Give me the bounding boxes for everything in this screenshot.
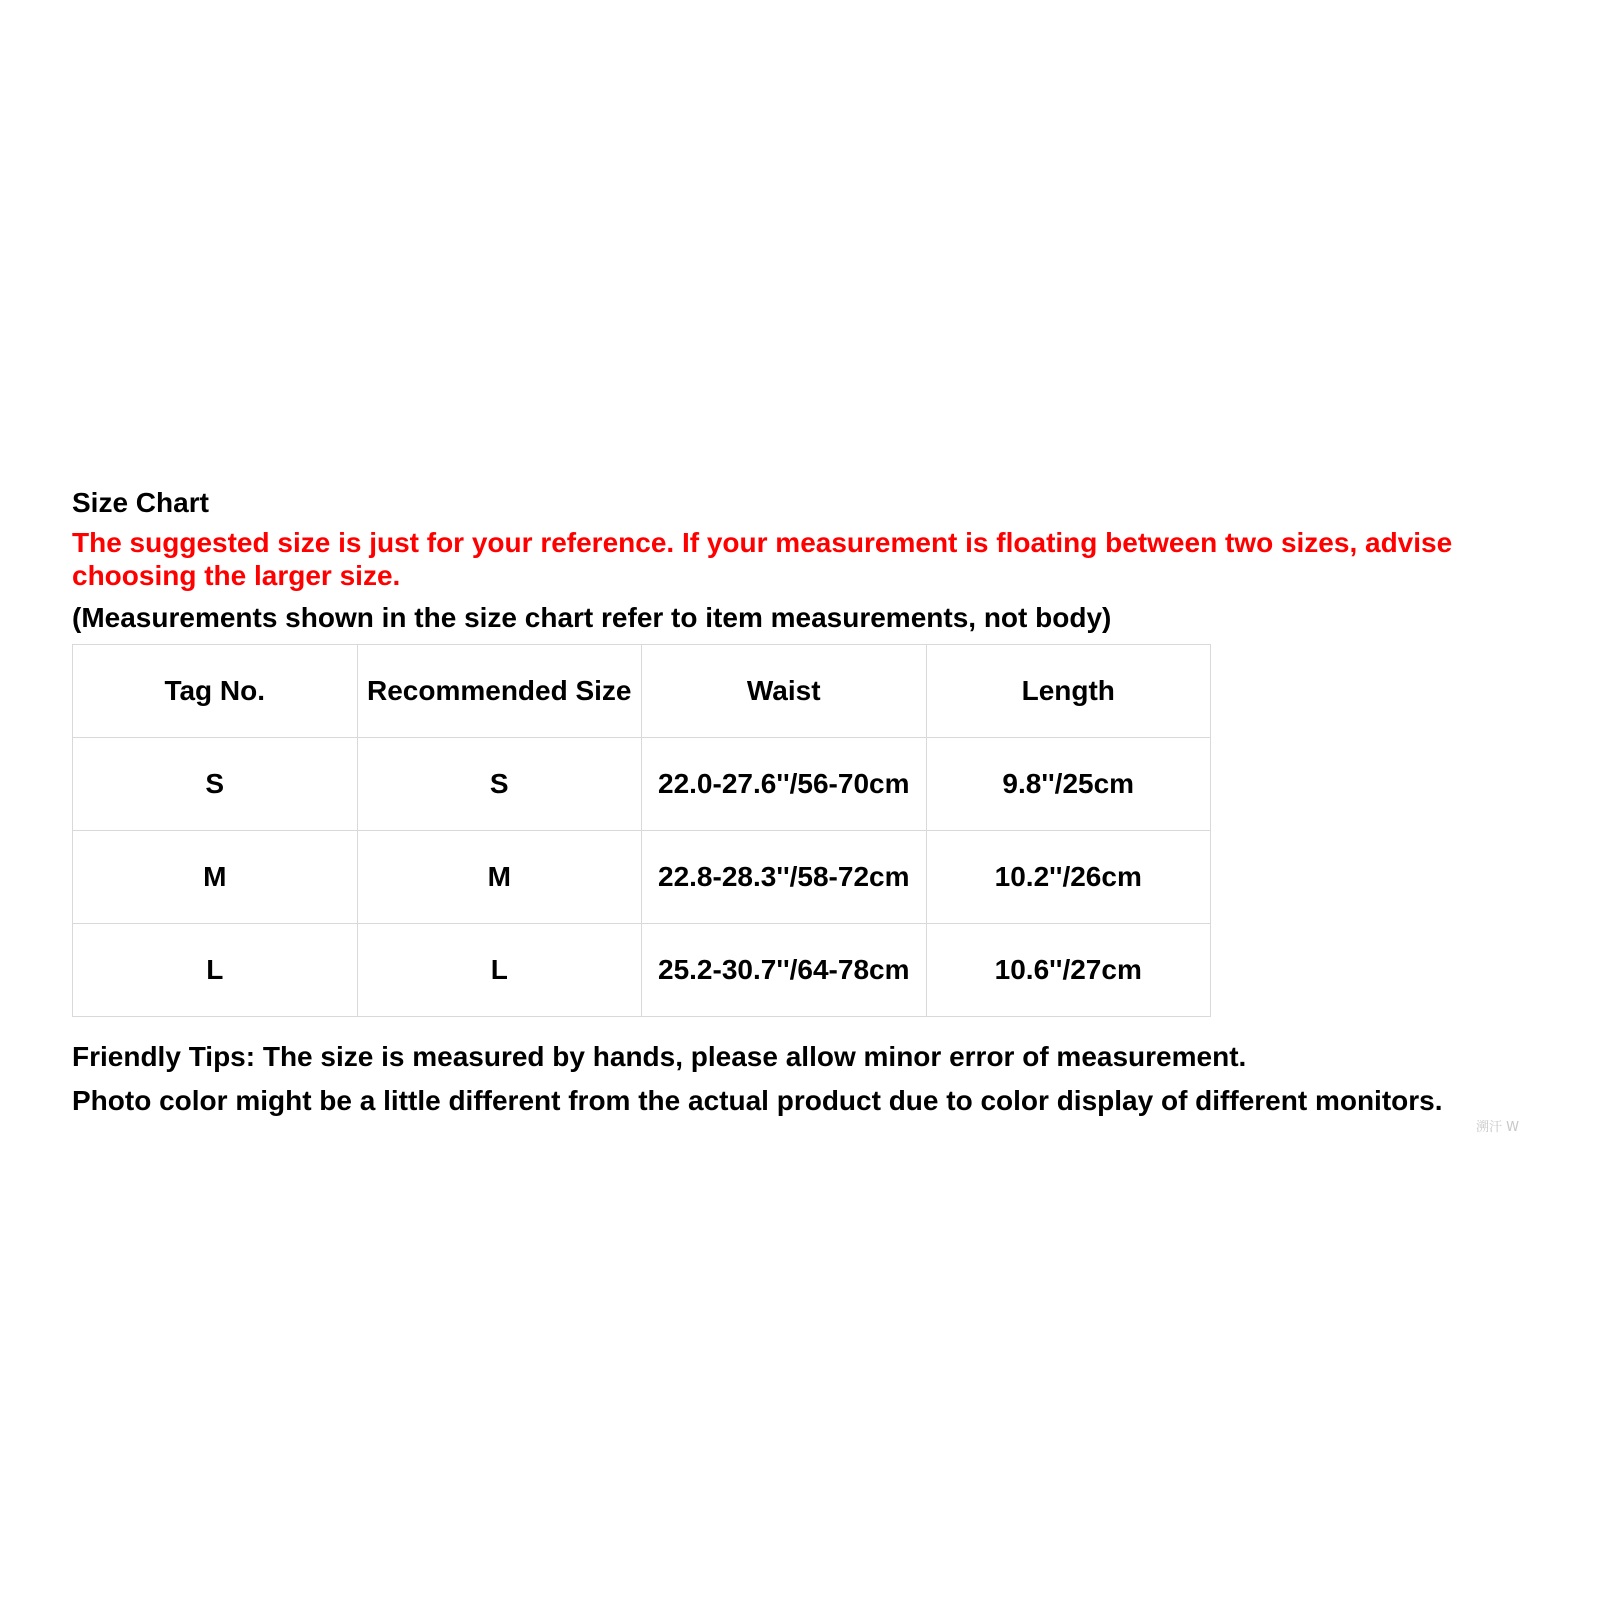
- cell-length: 10.6''/27cm: [926, 924, 1211, 1017]
- header-recommended-size: Recommended Size: [357, 645, 642, 738]
- cell-tag-no: L: [73, 924, 358, 1017]
- cell-waist: 22.0-27.6''/56-70cm: [642, 738, 927, 831]
- cell-length: 9.8''/25cm: [926, 738, 1211, 831]
- size-table: [72, 644, 1211, 1017]
- table-row: [73, 738, 1211, 831]
- watermark-text: 溯汗 W: [1476, 1120, 1519, 1135]
- header-waist: Waist: [642, 645, 927, 738]
- size-chart-section: [72, 486, 1552, 1123]
- cell-tag-no: M: [73, 831, 358, 924]
- table-row: [73, 831, 1211, 924]
- friendly-tips: [72, 1035, 1552, 1123]
- tip-measurement: Friendly Tips: The size is measured by hands, please allow minor error of measurement.: [72, 1041, 1247, 1072]
- header-tag-no: Tag No.: [73, 645, 358, 738]
- size-notice: The suggested size is just for your reference. If your measurement is floating between two sizes, advise choosing the larger size.: [72, 527, 1453, 591]
- page-title: Size Chart: [72, 487, 209, 518]
- cell-waist: 22.8-28.3''/58-72cm: [642, 831, 927, 924]
- table-header-row: [73, 645, 1211, 738]
- table-row: [73, 924, 1211, 1017]
- tip-photo-color: Photo color might be a little different from the actual product due to color display of different monitors.: [72, 1085, 1443, 1116]
- cell-waist: 25.2-30.7''/64-78cm: [642, 924, 927, 1017]
- cell-recommended-size: M: [357, 831, 642, 924]
- cell-length: 10.2''/26cm: [926, 831, 1211, 924]
- measurement-note: (Measurements shown in the size chart refer to item measurements, not body): [72, 602, 1112, 633]
- cell-tag-no: S: [73, 738, 358, 831]
- cell-recommended-size: L: [357, 924, 642, 1017]
- header-length: Length: [926, 645, 1211, 738]
- cell-recommended-size: S: [357, 738, 642, 831]
